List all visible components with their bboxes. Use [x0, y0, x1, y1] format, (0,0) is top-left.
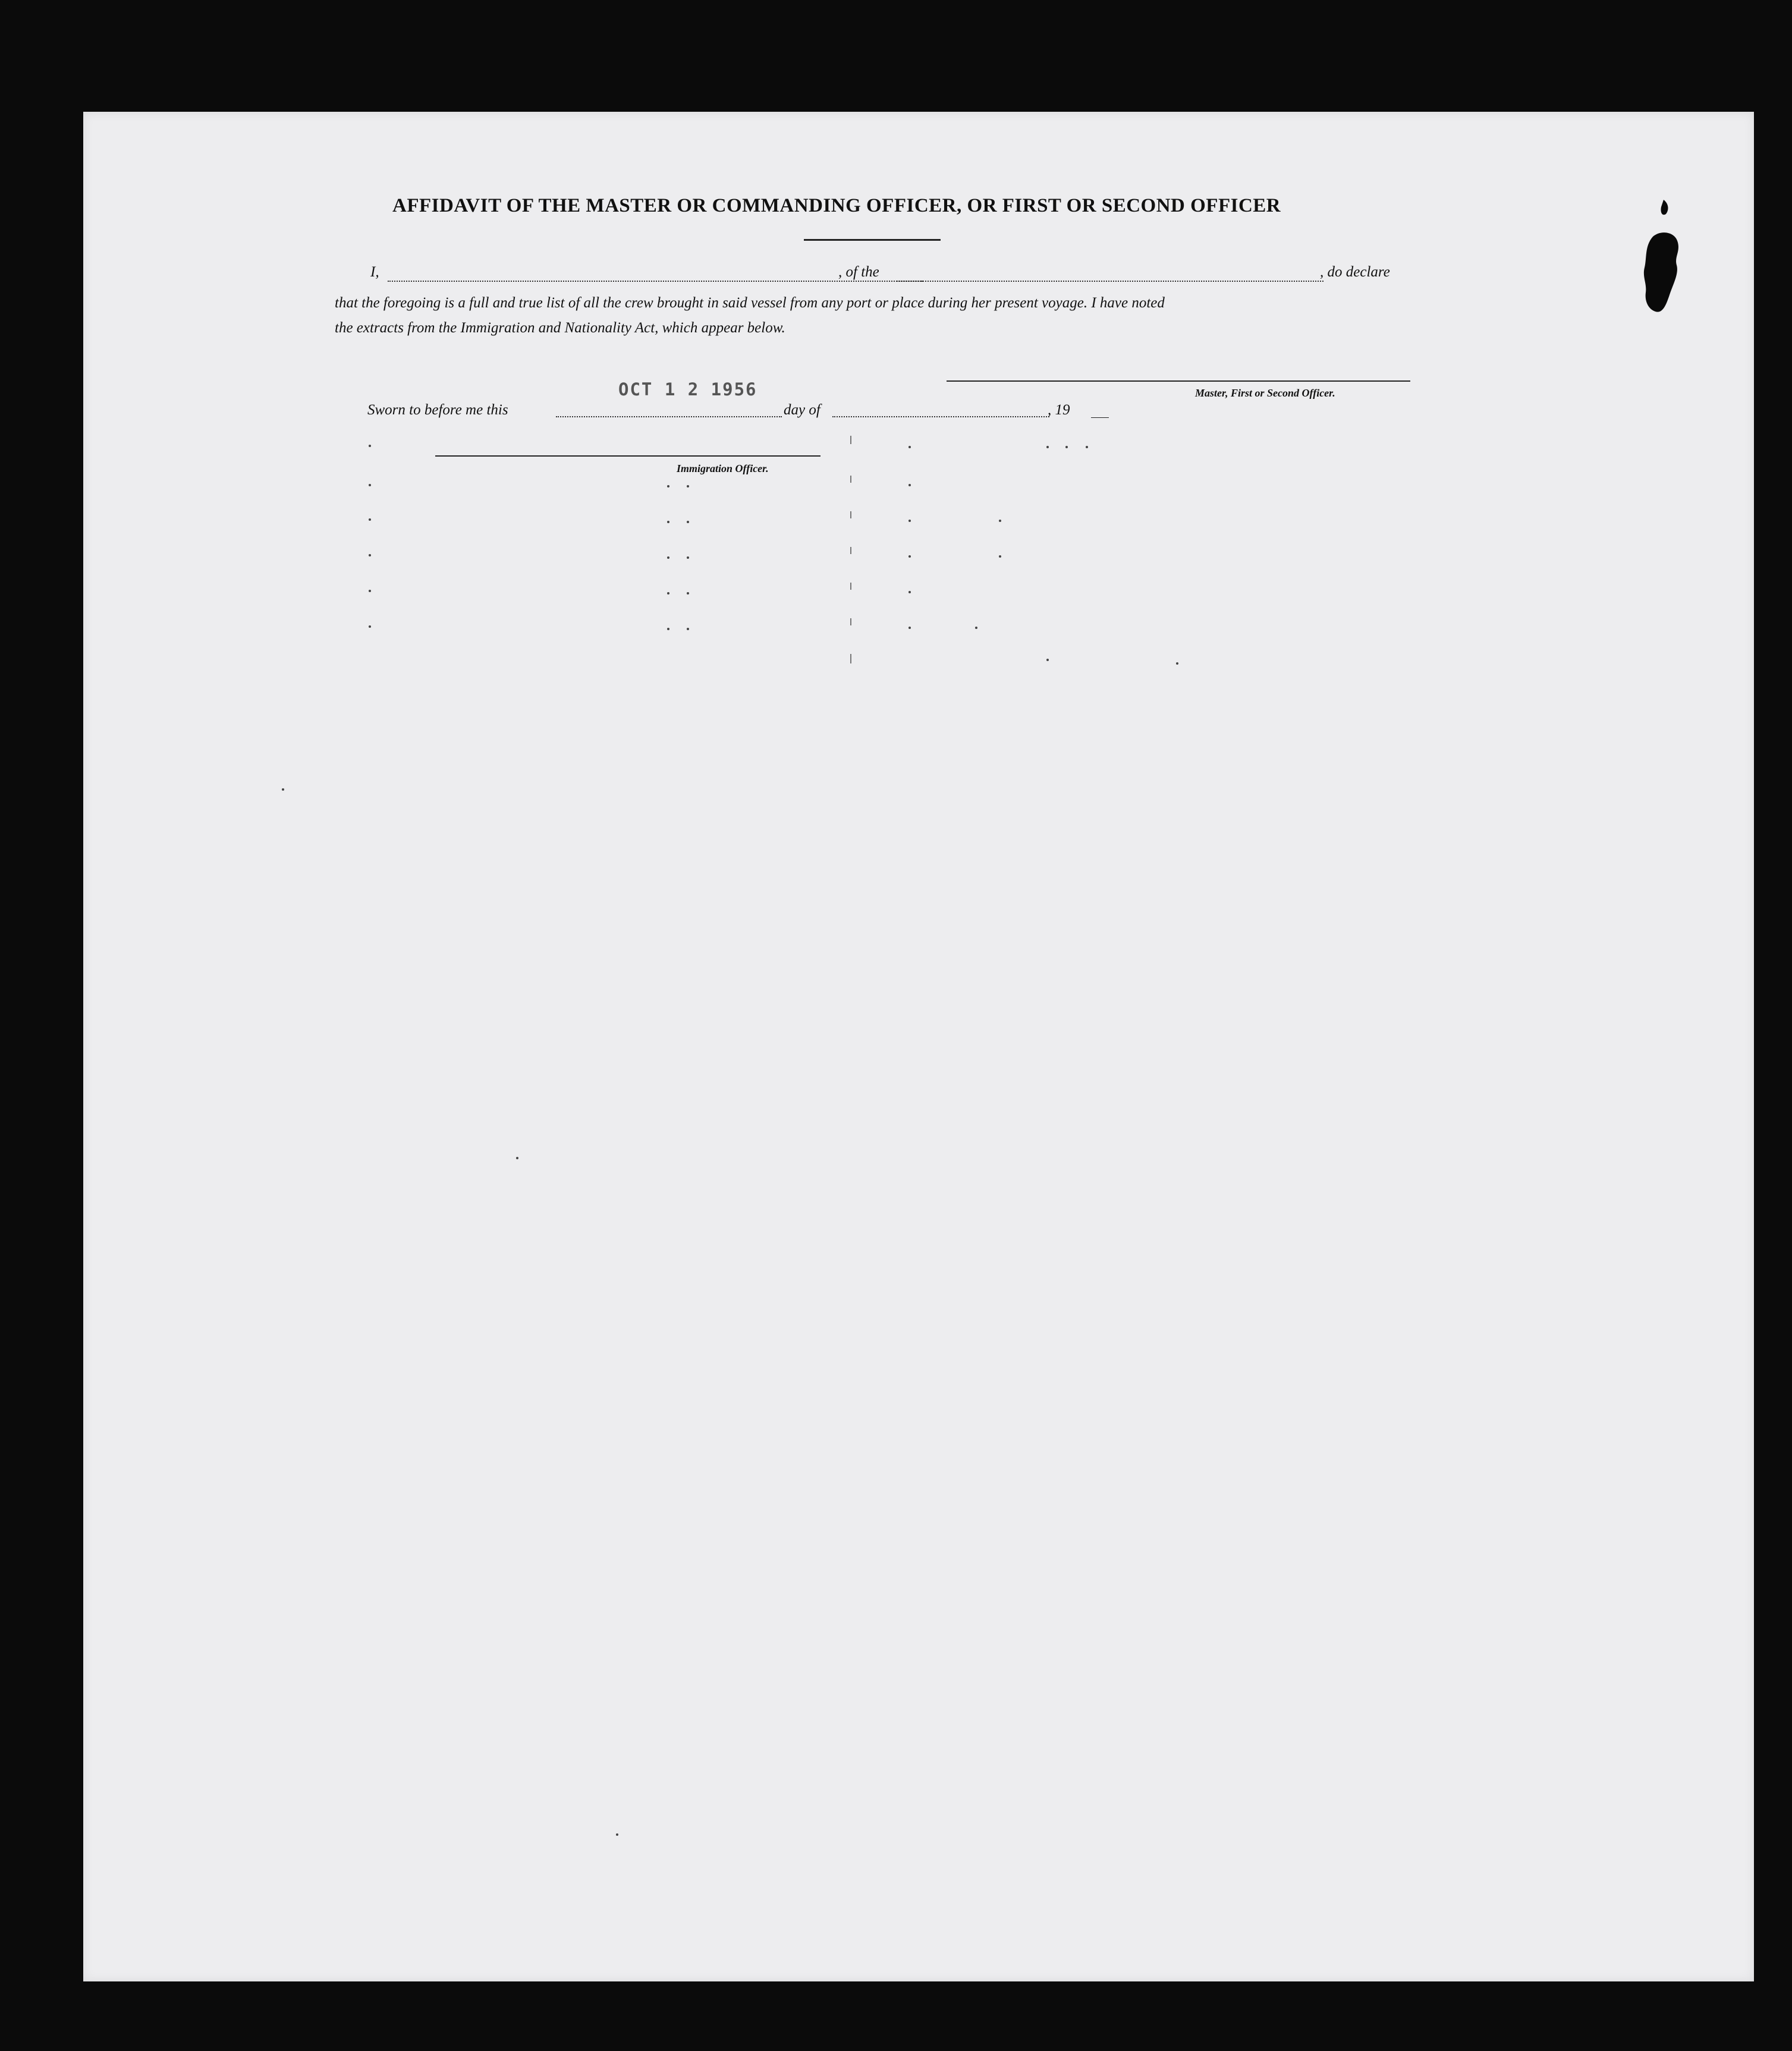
of-the-label: , of the — [838, 264, 879, 280]
year-prefix: , 19 — [1048, 402, 1070, 418]
document-page — [83, 112, 1754, 1981]
scan-speck — [908, 484, 911, 486]
ink-blot-icon — [1627, 195, 1698, 338]
scan-speck — [1086, 446, 1088, 448]
vessel-name-field[interactable] — [897, 281, 1323, 282]
scan-speck — [908, 591, 911, 593]
declarant-prefix: I, — [370, 264, 379, 280]
column-tick — [850, 654, 851, 663]
do-declare-label: , do declare — [1320, 264, 1390, 280]
affidavit-title: AFFIDAVIT OF THE MASTER OR COMMANDING OFFICER, OR FIRST OR SECOND OFFICER — [392, 195, 1281, 216]
scan-speck — [908, 446, 911, 448]
scan-speck — [667, 556, 669, 559]
master-signature-line[interactable] — [947, 380, 1410, 382]
scan-speck — [687, 592, 689, 594]
master-signature-label: Master, First or Second Officer. — [1195, 387, 1335, 399]
scan-speck — [999, 555, 1001, 558]
scan-speck — [908, 520, 911, 522]
scan-speck — [369, 484, 371, 486]
scan-speck — [1065, 446, 1068, 448]
declarant-name-field[interactable] — [388, 281, 923, 282]
scan-speck — [687, 628, 689, 630]
officer-signature-line[interactable] — [435, 455, 820, 457]
scan-speck — [908, 555, 911, 558]
sworn-prefix: Sworn to before me this — [367, 402, 508, 418]
scan-speck — [667, 485, 669, 487]
scan-speck — [1046, 659, 1049, 661]
column-tick — [850, 511, 851, 518]
column-tick — [850, 476, 851, 483]
scan-speck — [369, 590, 371, 592]
scan-speck — [667, 628, 669, 630]
officer-signature-label: Immigration Officer. — [677, 463, 769, 474]
scan-speck — [282, 788, 284, 791]
date-stamp: OCT 1 2 1956 — [618, 379, 757, 399]
declaration-line-2: that the foregoing is a full and true list of all the crew brought in said vessel from any port or place during her present voyage. I have noted — [335, 295, 1165, 311]
scan-speck — [1176, 662, 1178, 665]
title-underline — [804, 239, 941, 241]
scan-speck — [687, 521, 689, 523]
column-tick — [850, 618, 851, 625]
scan-speck — [667, 521, 669, 523]
scan-speck — [616, 1833, 618, 1836]
column-tick — [850, 547, 851, 554]
scan-speck — [667, 592, 669, 594]
scan-speck — [687, 485, 689, 487]
day-of-label: day of — [784, 402, 820, 418]
scan-speck — [687, 556, 689, 559]
scan-speck — [369, 445, 371, 447]
scan-speck — [369, 518, 371, 521]
scan-speck — [516, 1157, 518, 1159]
column-tick — [850, 436, 851, 444]
sworn-day-field[interactable] — [556, 416, 782, 417]
scan-speck — [908, 627, 911, 629]
scan-speck — [1046, 446, 1049, 448]
scan-speck — [999, 520, 1001, 522]
sworn-month-field[interactable] — [832, 416, 1049, 417]
column-tick — [850, 583, 851, 590]
scan-speck — [369, 554, 371, 556]
sworn-year-field[interactable] — [1091, 417, 1109, 418]
declaration-line-3: the extracts from the Immigration and Nationality Act, which appear below. — [335, 320, 785, 336]
bleed-through-texture — [416, 849, 425, 890]
scan-speck — [369, 625, 371, 628]
scan-speck — [975, 627, 977, 629]
